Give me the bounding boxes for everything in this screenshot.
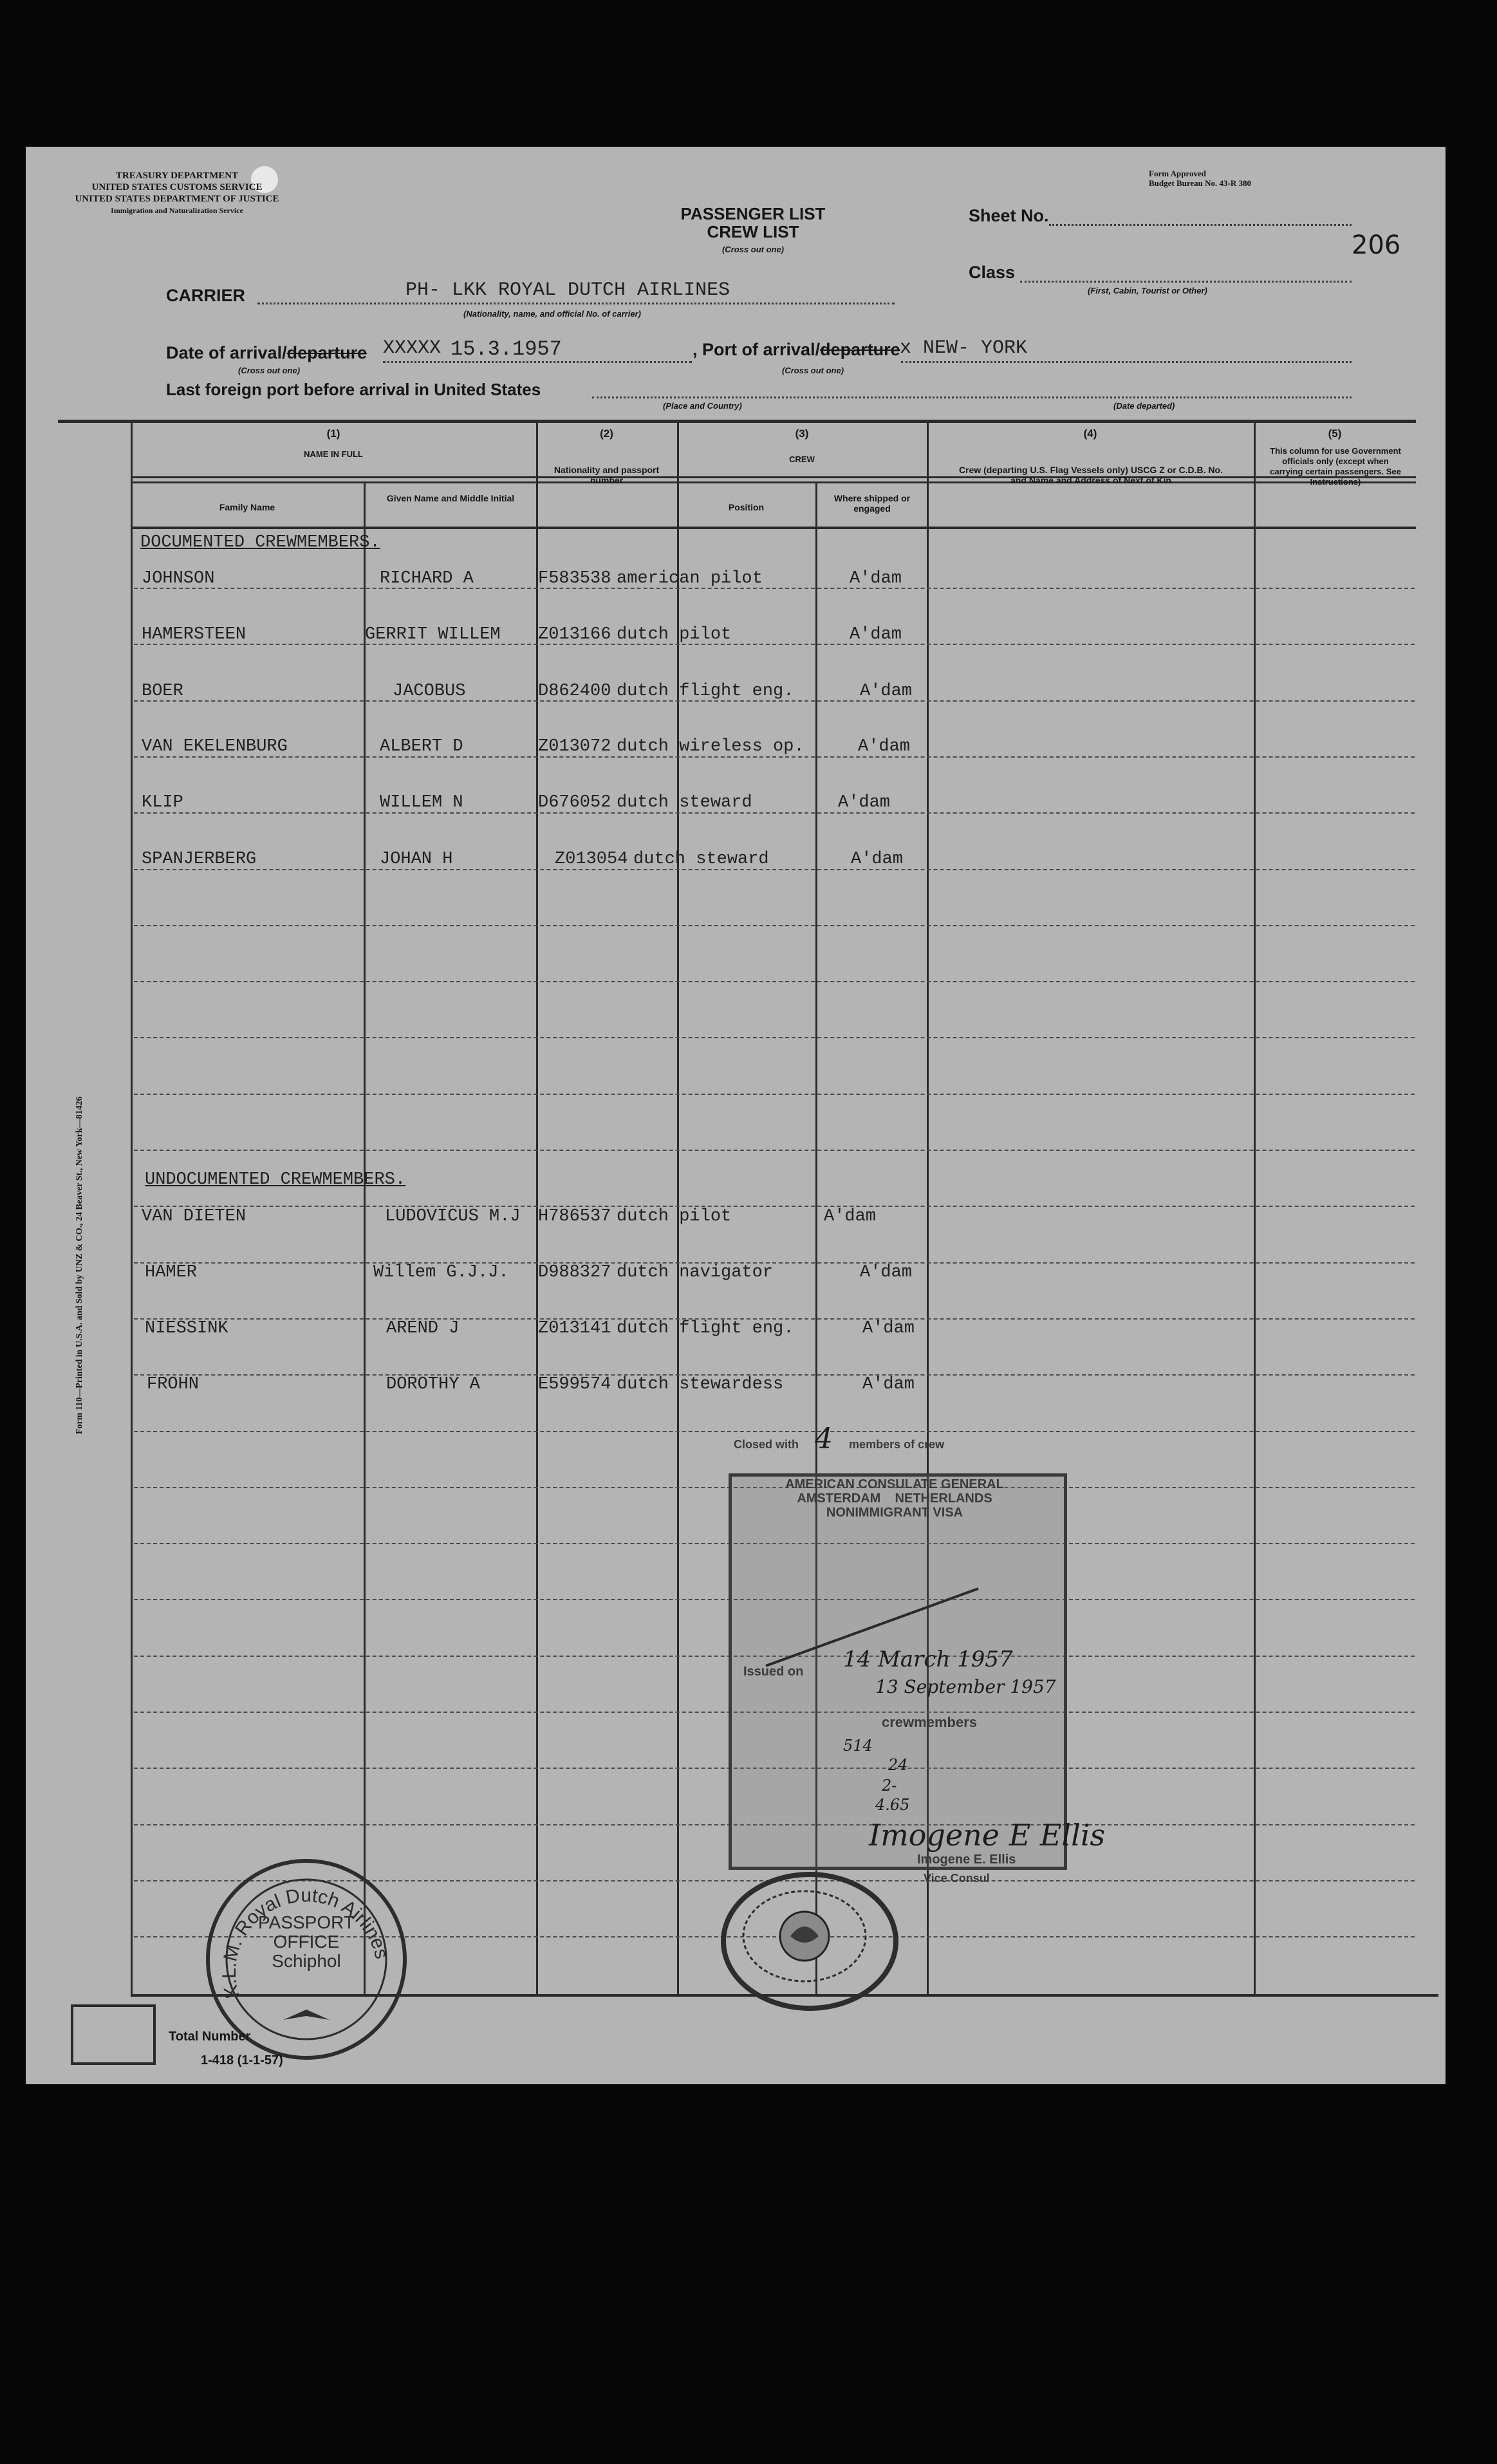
row-rule	[134, 869, 1415, 870]
row-rule	[134, 812, 1415, 814]
col2-number: (2)	[600, 427, 613, 440]
given-name: GERRIT WILLEM	[365, 625, 501, 644]
nationality-position: dutch steward	[633, 850, 769, 869]
row-rule	[134, 756, 1415, 758]
date-label-text: Date of arrival/	[166, 343, 287, 362]
carrier-label: CARRIER	[166, 286, 246, 305]
where-shipped: A'dam	[862, 1375, 915, 1394]
port-value: x NEW- YORK	[900, 337, 1028, 359]
form-approved-label: Form Approved	[1149, 169, 1206, 178]
col3b-title: Where shipped or engaged	[833, 493, 911, 514]
klm-ring-text: K.L.M. Royal Dutch Airlines	[218, 1885, 393, 2001]
signer-name: Imogene E. Ellis	[917, 1853, 1016, 1867]
col1-number: (1)	[326, 427, 340, 440]
consulate-line: NONIMMIGRANT VISA	[826, 1506, 963, 1520]
klm-stamp-text	[206, 1913, 407, 1971]
col5-number: (5)	[1328, 427, 1342, 440]
fee-1: 514	[843, 1737, 873, 1755]
where-shipped: A'dam	[860, 682, 913, 701]
signer-title: Vice Consul	[924, 1872, 990, 1885]
row-rule	[134, 644, 1415, 645]
row-rule	[134, 981, 1415, 982]
nationality-position: dutch pilot	[617, 625, 732, 644]
given-name: JACOBUS	[393, 682, 466, 701]
row-rule	[134, 1206, 1415, 1207]
consul-signature: Imogene E Ellis	[869, 1818, 1106, 1853]
documented-heading: DOCUMENTED CREWMEMBERS.	[140, 533, 380, 552]
nationality-position: dutch flight eng.	[617, 1319, 794, 1338]
form-sheet	[26, 147, 1446, 2084]
last-port-line	[592, 397, 1352, 398]
row-rule	[134, 588, 1415, 589]
form-number: 1-418 (1-1-57)	[201, 2053, 283, 2067]
agency-line: TREASURY DEPARTMENT	[115, 171, 239, 181]
table-top-rule	[58, 420, 1416, 423]
carrier-note: (Nationality, name, and official No. of carrier)	[463, 309, 641, 319]
list-title-passenger: PASSENGER LIST	[680, 204, 826, 223]
eagle-emblem-icon	[726, 1877, 883, 1995]
nationality-position: dutch wireless op.	[617, 737, 804, 756]
header-rule-2	[131, 481, 1416, 483]
consulate-stamp-heading	[734, 1477, 1055, 1520]
place-note: (Place and Country)	[663, 401, 742, 411]
nationality-position: dutch navigator	[617, 1263, 774, 1282]
family-name: JOHNSON	[142, 569, 215, 588]
col1a-title: Family Name	[219, 502, 275, 512]
crewmembers-text: crewmembers	[882, 1714, 977, 1730]
row-rule	[134, 1094, 1415, 1095]
form-approved	[1149, 169, 1251, 188]
klm-line: Schiphol	[272, 1951, 341, 1971]
where-shipped: A'dam	[858, 737, 911, 756]
closed-note-pre: Closed with	[734, 1438, 799, 1451]
header-rule	[131, 476, 1416, 478]
budget-bureau: Budget Bureau No. 43-R 380	[1149, 178, 1252, 188]
sheet-no-line	[1049, 224, 1352, 226]
date-line	[383, 361, 692, 363]
closed-note	[734, 1423, 944, 1455]
given-name: DOROTHY A	[386, 1375, 480, 1394]
family-name: NIESSINK	[145, 1319, 228, 1338]
date-cross-note: (Cross out one)	[238, 366, 301, 375]
where-shipped: A'dam	[860, 1263, 913, 1282]
issued-label: Issued on	[743, 1665, 804, 1679]
col-border	[1254, 420, 1256, 1995]
nationality-position: dutch steward	[617, 793, 752, 812]
given-name: RICHARD A	[380, 569, 474, 588]
carrier-value: PH- LKK ROYAL DUTCH AIRLINES	[405, 279, 730, 301]
given-name: Willem G.J.J.	[373, 1263, 509, 1282]
passport-number: Z013141	[538, 1319, 611, 1338]
agency-line: UNITED STATES CUSTOMS SERVICE	[91, 182, 263, 192]
undocumented-heading: UNDOCUMENTED CREWMEMBERS.	[145, 1170, 406, 1190]
passport-number: D988327	[538, 1263, 611, 1282]
passport-number: E599574	[538, 1375, 611, 1394]
closed-note-post: members of crew	[849, 1438, 945, 1451]
col3a-title: Position	[728, 502, 765, 512]
port-line	[901, 361, 1352, 363]
family-name: SPANJERBERG	[142, 850, 257, 869]
col3-number: (3)	[795, 427, 809, 440]
given-name: WILLEM N	[380, 793, 463, 812]
date-label-struck: departure	[286, 343, 367, 362]
closed-note-count: 4	[815, 1423, 833, 1455]
carrier-line	[257, 303, 895, 304]
where-shipped: A'dam	[838, 793, 891, 812]
list-title	[656, 205, 850, 259]
given-name: LUDOVICUS M.J	[385, 1207, 521, 1226]
header-bottom-rule	[131, 527, 1416, 529]
family-name: HAMERSTEEN	[142, 625, 246, 644]
where-shipped: A'dam	[851, 850, 904, 869]
passport-number: Z013072	[538, 737, 611, 756]
page-number: 206	[1352, 230, 1401, 260]
family-name: FROHN	[147, 1375, 200, 1394]
port-cross-note: (Cross out one)	[782, 366, 844, 375]
fee-2: 24	[888, 1756, 908, 1774]
family-name: VAN DIETEN	[142, 1207, 246, 1226]
fee-4: 4.65	[875, 1796, 910, 1814]
passport-number: D862400	[538, 682, 611, 701]
given-name: AREND J	[386, 1319, 460, 1338]
port-of-arrival-label: , Port of arrival/departure	[693, 340, 900, 359]
passport-number: H786537	[538, 1207, 611, 1226]
klm-line: PASSPORT	[258, 1912, 355, 1932]
row-rule	[134, 1037, 1415, 1038]
agency-line: UNITED STATES DEPARTMENT OF JUSTICE	[75, 194, 279, 204]
passport-number: Z013054	[555, 850, 628, 869]
col4-title: Crew (departing U.S. Flag Vessels only) USCG Z or C.D.B. No. and Name and Address of Next of Kin	[959, 465, 1223, 485]
col1b-title: Given Name and Middle Initial	[386, 493, 515, 503]
fee-3: 2-	[882, 1777, 897, 1795]
klm-wings-icon	[283, 2010, 330, 2020]
where-shipped: A'dam	[862, 1319, 915, 1338]
passport-number: F583538	[538, 569, 611, 588]
date-value-struck: XXXXX	[383, 337, 442, 359]
consulate-line: AMSTERDAM NETHERLANDS	[797, 1491, 992, 1506]
col2-title: Nationality and passport number	[553, 465, 660, 485]
col3-title: CREW	[789, 454, 815, 464]
family-name: VAN EKELENBURG	[142, 737, 288, 756]
col4-number: (4)	[1083, 427, 1097, 440]
nationality-position: dutch pilot	[617, 1207, 732, 1226]
sheet-no-label: Sheet No.	[969, 206, 1049, 225]
passport-number: D676052	[538, 793, 611, 812]
date-value: 15.3.1957	[451, 337, 562, 361]
nationality-position: american pilot	[617, 569, 763, 588]
row-rule	[134, 925, 1415, 926]
date-departed-note: (Date departed)	[1113, 401, 1175, 411]
nationality-position: dutch stewardess	[617, 1375, 784, 1394]
agency-block	[68, 170, 286, 216]
klm-line: OFFICE	[273, 1932, 340, 1952]
where-shipped: A'dam	[824, 1207, 877, 1226]
col5-title: This column for use Government officials only (except when carrying certain passengers. See Instructions)	[1270, 446, 1401, 487]
last-port-label: Last foreign port before arrival in United States	[166, 380, 541, 399]
nationality-position: dutch flight eng.	[617, 682, 794, 701]
where-shipped: A'dam	[850, 625, 902, 644]
port-label-struck: departure	[820, 340, 900, 359]
col-border	[131, 420, 133, 1995]
given-name: JOHAN H	[380, 850, 453, 869]
row-rule	[134, 1262, 1415, 1264]
class-line	[1020, 281, 1352, 283]
consulate-line: AMERICAN CONSULATE GENERAL	[785, 1477, 1004, 1491]
class-note: (First, Cabin, Tourist or Other)	[1088, 286, 1207, 295]
agency-line: Immigration and Naturalization Service	[111, 206, 243, 215]
total-number-box	[71, 2004, 156, 2065]
where-shipped: A'dam	[850, 569, 902, 588]
valid-date: 13 September 1957	[875, 1676, 1056, 1697]
port-label-text: Port of arrival/	[702, 340, 821, 359]
col1-title: NAME IN FULL	[304, 449, 363, 459]
given-name: ALBERT D	[380, 737, 463, 756]
side-print: Form 110—Printed in U.S.A. and Sold by UNZ & CO., 24 Beaver St., New York—81426	[75, 1096, 84, 1434]
row-rule	[134, 1150, 1415, 1151]
total-number-label: Total Number	[169, 2030, 251, 2044]
date-of-arrival-label	[166, 343, 367, 363]
list-title-crew: CREW LIST	[707, 222, 799, 241]
issued-date: 14 March 1957	[843, 1647, 1013, 1672]
passport-number: Z013166	[538, 625, 611, 644]
consular-seal	[721, 1872, 898, 2011]
cross-out-note: (Cross out one)	[721, 245, 785, 254]
family-name: HAMER	[145, 1263, 198, 1282]
family-name: BOER	[142, 682, 183, 701]
class-label: Class	[969, 263, 1016, 282]
family-name: KLIP	[142, 793, 183, 812]
